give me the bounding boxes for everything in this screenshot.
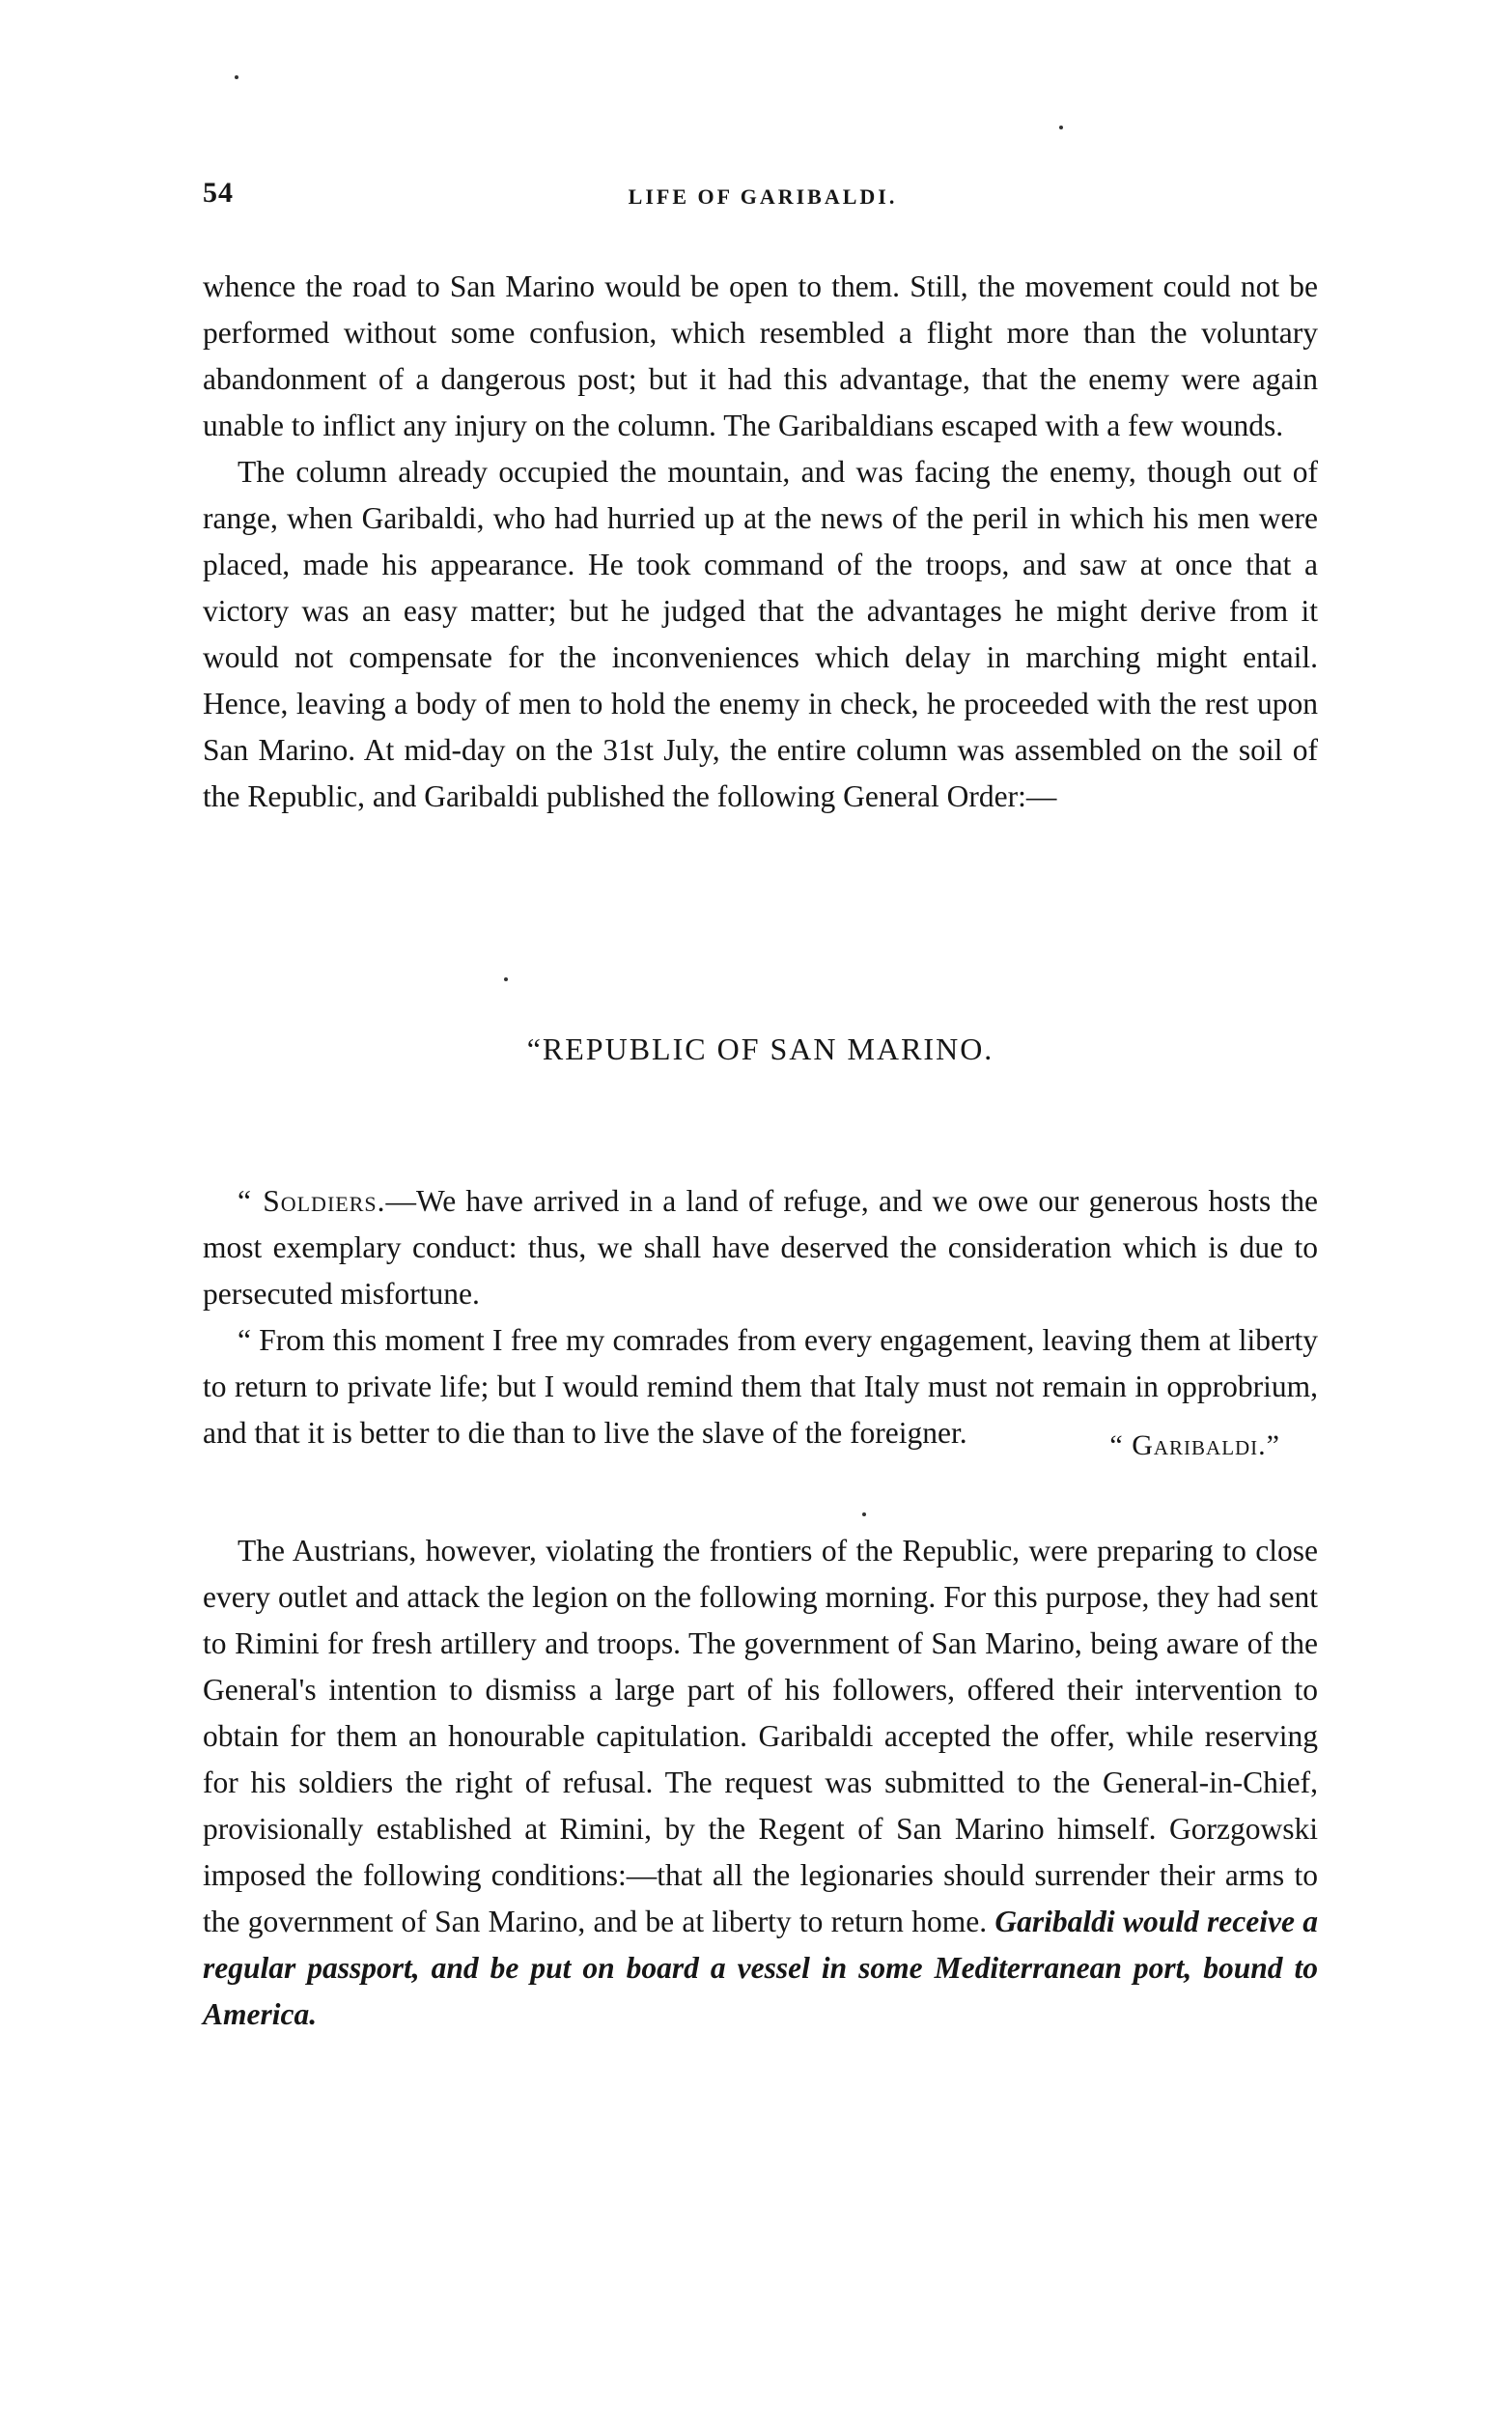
order-paragraph-1-text: —We have arrived in a land of refuge, and we owe our generous hosts the most exemplary conduct: thus, we shall have deserved the consideration which is due to persecuted misfortune.: [203, 1184, 1318, 1311]
paragraph-austrians-text: The Austrians, however, violating the frontiers of the Republic, were preparing to close every outlet and attack the legion on the following morning. For this purpose, they had sent to Rimini for fresh artillery and troops. The government of San Marino, being aware of the General's intention to dismiss a large part of his followers, offered their intervention to obtain for them an honourable capitulation. Garibaldi accepted the offer, while reserving for his soldiers the right of refusal. The request was submitted to the General-in-Chief, provisionally established at Rimini, by the Regent of San Marino himself. Gorzgowski imposed the following conditions:—that all the legionaries should surrender their arms to the government of San Marino, and be at liberty to return home.: [203, 1534, 1318, 1938]
body-text-top: [203, 264, 1318, 820]
paper-speck: [235, 75, 238, 79]
paper-speck: [862, 1512, 866, 1516]
paragraph-austrians-italic: Garibaldi would receive a regular passport, and be put on board a vessel in some Mediterranean port, bound to America.: [203, 1905, 1318, 2031]
body-text-bottom: [203, 1528, 1318, 2038]
paper-speck: [504, 977, 508, 981]
general-order-text: [203, 1178, 1318, 1456]
order-salutation: “ Soldiers.: [238, 1184, 386, 1218]
paragraph-austrians: [203, 1528, 1318, 2038]
order-signature: “ Garibaldi.”: [1109, 1429, 1280, 1461]
page-number: 54: [203, 177, 234, 209]
page-header: [203, 177, 1323, 215]
paragraph-column-mountain: The column already occupied the mountain, and was facing the enemy, though out of range, when Garibaldi, who had hurried up at the news of the peril in which his men were placed, made his appearance. He took command of the troops, and saw at once that a victory was an easy matter; but he judged that the advantages he might derive from it would not compensate for the inconveniences which delay in marching might entail. Hence, leaving a body of men to hold the enemy in check, he proceeded with the rest upon San Marino. At mid-day on the 31st July, the entire column was assembled on the soil of the Republic, and Garibaldi published the following General Order:—: [203, 455, 1318, 813]
order-heading: “REPUBLIC OF SAN MARINO.: [526, 1031, 994, 1066]
paragraph-continued: whence the road to San Marino would be open to them. Still, the movement could not be performed without some confusion, which resembled a flight more than the voluntary abandonment of a dangerous post; but it had this advantage, that the enemy were again unable to inflict any injury on the column. The Garibaldians escaped with a few wounds.: [203, 269, 1318, 442]
order-paragraph-2: “ From this moment I free my comrades from every engagement, leaving them at liberty to return to private life; but I would remind them that Italy must not remain in opprobrium, and that it is better to die than to live the slave of the foreigner.: [203, 1323, 1318, 1450]
order-paragraph-1: [203, 1178, 1318, 1317]
running-title: LIFE OF GARIBALDI.: [628, 184, 898, 209]
paper-speck: [1059, 126, 1063, 129]
